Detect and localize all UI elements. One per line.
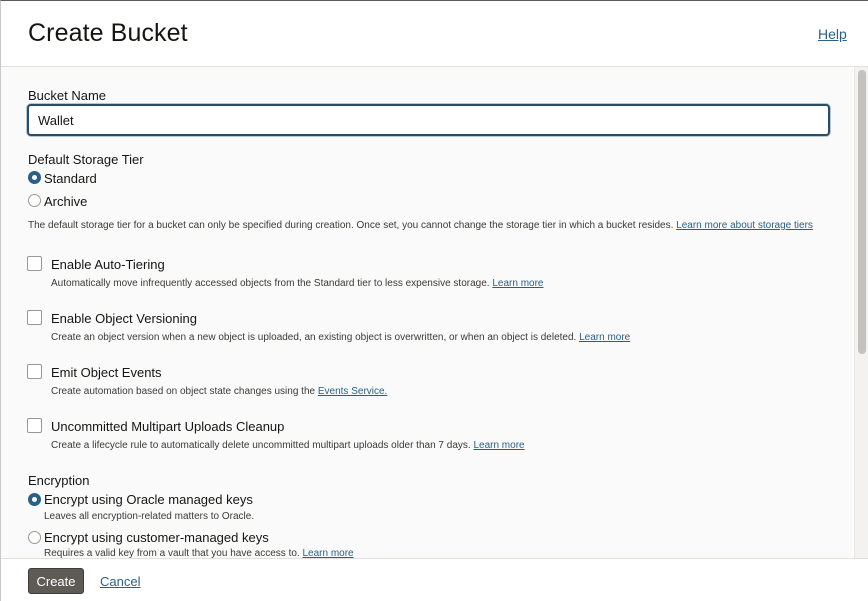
auto-tiering-label[interactable]: Enable Auto-Tiering [51,257,165,272]
object-versioning-help-text: Create an object version when a new object is uploaded, an existing object is overwritten, or when an object is deleted. [51,332,577,343]
oracle-managed-keys-help: Leaves all encryption-related matters to Oracle. [44,511,255,522]
radio-oracle-managed-keys[interactable] [28,493,41,506]
panel-footer [1,558,868,601]
storage-tier-label: Default Storage Tier [28,152,144,167]
multipart-cleanup-checkbox[interactable] [27,418,42,433]
radio-archive[interactable] [28,194,41,207]
bucket-name-input[interactable] [27,104,830,136]
multipart-cleanup-label[interactable]: Uncommitted Multipart Uploads Cleanup [51,419,285,434]
object-versioning-learn-more-link[interactable]: Learn more [579,332,631,343]
radio-customer-managed-keys-label[interactable]: Encrypt using customer-managed keys [44,530,269,545]
bucket-name-label: Bucket Name [28,88,107,103]
emit-events-help-text: Create automation based on object state changes using the [51,386,316,397]
panel-header [1,1,868,67]
customer-managed-keys-learn-more-link[interactable]: Learn more [302,548,354,558]
emit-events-label[interactable]: Emit Object Events [51,365,162,380]
object-versioning-checkbox[interactable] [27,310,42,325]
customer-managed-keys-help [44,548,354,558]
customer-managed-keys-help-text: Requires a valid key from a vault that you have access to. [44,548,300,558]
page-title: Create Bucket [28,19,188,47]
emit-events-help [51,386,387,397]
storage-tier-learn-more-link[interactable]: Learn more about storage tiers [676,220,813,231]
cancel-link[interactable]: Cancel [100,574,141,589]
scrollbar-thumb[interactable] [858,70,866,354]
radio-oracle-managed-keys-label[interactable]: Encrypt using Oracle managed keys [44,492,253,507]
radio-standard-label[interactable]: Standard [44,171,97,186]
auto-tiering-help [51,278,543,289]
radio-customer-managed-keys[interactable] [28,531,41,544]
multipart-cleanup-help [51,440,525,451]
emit-events-checkbox[interactable] [27,364,42,379]
radio-standard[interactable] [28,171,41,184]
auto-tiering-checkbox[interactable] [27,256,42,271]
multipart-cleanup-learn-more-link[interactable]: Learn more [473,440,525,451]
storage-tier-help [28,220,813,231]
create-button[interactable]: Create [28,568,84,594]
encryption-label: Encryption [28,473,90,488]
storage-tier-help-text: The default storage tier for a bucket can only be specified during creation. Once set, you cannot change the storage tier in which a bucket resides. [28,220,674,231]
multipart-cleanup-help-text: Create a lifecycle rule to automatically delete uncommitted multipart uploads older than 7 days. [51,440,471,451]
radio-archive-label[interactable]: Archive [44,194,88,209]
vertical-scrollbar[interactable] [854,67,868,558]
events-service-link[interactable]: Events Service. [317,386,388,397]
form-content[interactable] [1,67,853,558]
object-versioning-label[interactable]: Enable Object Versioning [51,311,197,326]
auto-tiering-help-text: Automatically move infrequently accessed objects from the Standard tier to less expensive storage. [51,278,490,289]
object-versioning-help [51,332,630,343]
help-link[interactable]: Help [818,26,847,42]
auto-tiering-learn-more-link[interactable]: Learn more [492,278,544,289]
